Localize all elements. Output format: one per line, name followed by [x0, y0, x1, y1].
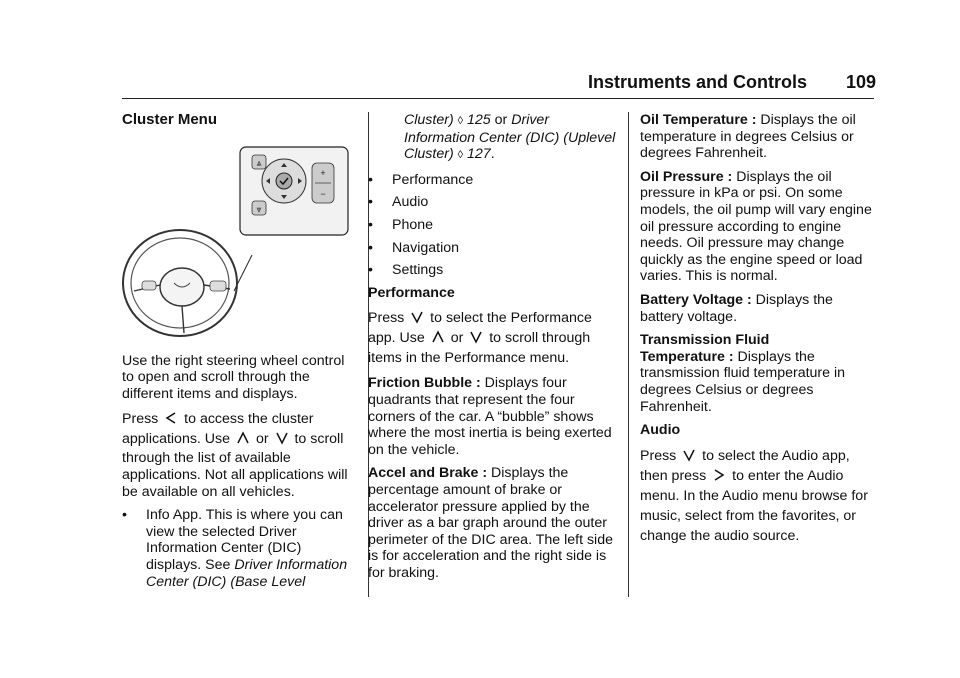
term-label: Transmission Fluid: [640, 332, 770, 349]
page-ref[interactable]: 125: [467, 112, 491, 128]
text-run: or: [450, 330, 464, 347]
page-number: 109: [846, 72, 877, 92]
cross-reference-continuation: [368, 112, 620, 164]
text-run: to scroll: [294, 431, 344, 448]
list-item: [368, 217, 620, 234]
text-run: or: [255, 431, 269, 448]
friction-bubble-paragraph: [368, 375, 620, 458]
column-divider: [628, 112, 629, 597]
reference-icon: ◊: [457, 149, 464, 162]
intro-paragraph: Use the right steering wheel control to open and scroll through the different items and displays.: [122, 352, 345, 402]
text-run: Press: [368, 310, 405, 327]
bullet: •: [368, 262, 373, 279]
chevron-right-icon: [712, 468, 726, 482]
column-3: [640, 112, 880, 553]
applications-paragraph: through the list of available applications. Not all applications will be available on all vehicles.: [122, 450, 348, 500]
bullet: •: [122, 507, 127, 524]
text-run: items in the Performance menu.: [368, 350, 570, 367]
term-description: Displays the battery voltage.: [640, 291, 833, 325]
bullet: •: [368, 216, 373, 233]
chevron-down-icon: [275, 431, 289, 445]
text-run: Info App. This is where you can view the selected Driver Information Center (DIC) displays. See: [146, 507, 343, 573]
list-item-label: Phone: [392, 216, 434, 233]
checkmark-icon: [682, 448, 696, 462]
checkmark-icon: [410, 310, 424, 324]
header-rule: [122, 98, 874, 99]
svg-text:⩔: ⩔: [256, 203, 262, 214]
text-run: Press: [640, 447, 677, 464]
term-description: Displays the transmission fluid temperature in degrees Celsius or degrees Fahrenheit.: [640, 348, 846, 415]
list-item: [122, 507, 358, 590]
chevron-down-icon: [469, 330, 483, 344]
text-run: then press: [640, 467, 707, 484]
svg-text:−: −: [320, 188, 326, 199]
audio-paragraph: [640, 446, 880, 546]
bullet: •: [368, 171, 373, 188]
list-item-label: Settings: [392, 262, 444, 279]
svg-text:+: +: [320, 167, 326, 178]
audio-heading: Audio: [640, 422, 681, 439]
section-title: Instruments and Controls: [588, 72, 808, 92]
term-label: Temperature :: [640, 348, 734, 365]
term-label: Oil Temperature :: [640, 112, 757, 128]
cross-reference-link[interactable]: Driver Information Center (DIC) (Uplevel Cluster): [404, 112, 616, 163]
list-item: [368, 194, 620, 211]
svg-text:⩓: ⩓: [256, 157, 262, 168]
list-item: [368, 240, 620, 257]
text-run: app. Use: [368, 330, 425, 347]
text-run: to select the Performance: [430, 310, 592, 327]
term-label: Battery Voltage :: [640, 291, 752, 308]
cluster-menu-heading: Cluster Menu: [122, 111, 218, 128]
text-run: Press: [122, 411, 159, 428]
accel-brake-paragraph: [368, 465, 620, 581]
text-run: to access the cluster: [184, 411, 314, 428]
column-2: [368, 112, 620, 588]
term-label: Friction Bubble :: [368, 375, 481, 392]
press-paragraph: [122, 409, 358, 449]
bullet: •: [368, 239, 373, 256]
transmission-fluid-paragraph: [640, 332, 880, 415]
text-run: menu. In the Audio menu browse for music, select from the favorites, or change the audio source.: [640, 487, 868, 544]
list-item-label: Performance: [392, 171, 474, 188]
cross-reference-link[interactable]: Driver Information Center (DIC) (Base Level: [146, 556, 348, 590]
column-1: [122, 112, 358, 596]
bullet: •: [368, 194, 373, 211]
term-label: Accel and Brake :: [368, 465, 488, 482]
term-description: Displays the oil temperature in degrees Celsius or degrees Fahrenheit.: [640, 112, 856, 162]
list-item-label: Navigation: [392, 239, 460, 256]
oil-temperature-paragraph: [640, 112, 880, 162]
cross-reference-link[interactable]: Cluster): [404, 112, 454, 128]
chevron-left-icon: [164, 411, 178, 425]
term-description: Displays the oil pressure in kPa or psi. On some models, the oil pump will vary engine oil pressure according to engine needs. Oil pressure may change quickly as the engine speed or load varies. This is normal.: [640, 168, 872, 285]
performance-press-paragraph: [368, 308, 620, 368]
text-run: .: [490, 146, 495, 163]
steering-wheel-illustration: [122, 143, 352, 341]
reference-icon: ◊: [457, 115, 464, 127]
chevron-up-icon: [431, 330, 445, 344]
oil-pressure-paragraph: [640, 169, 880, 285]
term-description: Displays the percentage amount of brake or accelerator pressure applied by the driver as a bar graph around the outer perimeter of the DIC area. The left side is for acceleration and the right side is for braking.: [368, 465, 613, 581]
text-run: applications. Use: [122, 431, 231, 448]
battery-voltage-paragraph: [640, 292, 880, 325]
term-label: Oil Pressure :: [640, 168, 733, 185]
text-run: to select the Audio app,: [702, 447, 850, 464]
list-item-label: Audio: [392, 194, 429, 211]
text-run: to enter the Audio: [732, 467, 844, 484]
chevron-up-icon: [236, 431, 250, 445]
performance-heading: Performance: [368, 284, 455, 301]
list-item: [368, 172, 620, 189]
term-description: Displays four quadrants that represent the four corners of the car. A “bubble” shows where the most inertia is being exerted on the vehicle.: [368, 375, 612, 458]
page-ref[interactable]: 127: [467, 146, 491, 163]
list-item: [368, 262, 620, 279]
text-run: or: [494, 112, 508, 128]
text-run: to scroll through: [489, 330, 591, 347]
